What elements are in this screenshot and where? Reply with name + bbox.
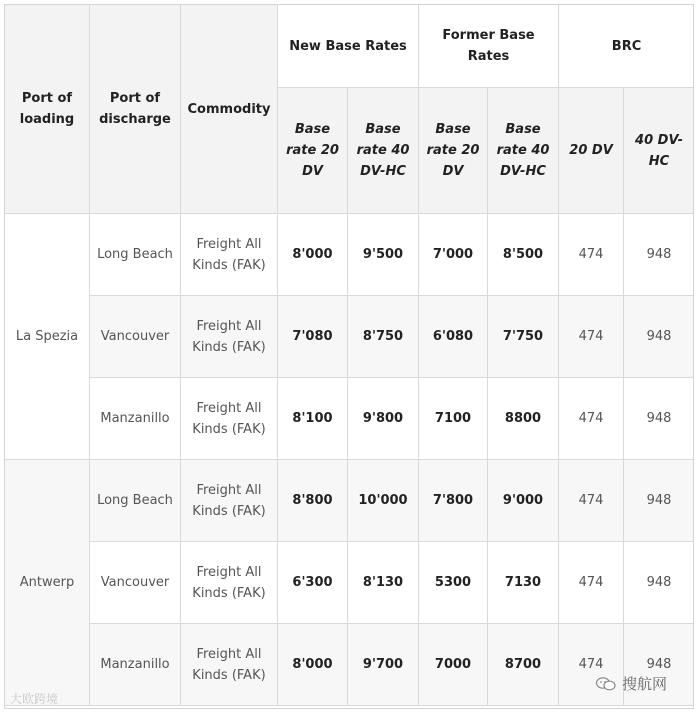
- new-rate-40-cell: 8'750: [348, 296, 419, 378]
- discharge-cell: Manzanillo: [90, 624, 181, 706]
- wechat-icon: [596, 677, 616, 691]
- discharge-cell: Manzanillo: [90, 378, 181, 460]
- brc-20-cell: 474: [559, 542, 624, 624]
- table-row: [5, 296, 695, 378]
- subheader-brc-40: 40 DV-HC: [624, 88, 694, 214]
- rates-table-frame: [4, 4, 694, 709]
- table-row: [5, 624, 695, 706]
- table-row: [5, 460, 695, 542]
- table-row: [5, 214, 695, 296]
- brc-40-cell: 948: [624, 624, 694, 706]
- discharge-cell: Vancouver: [90, 542, 181, 624]
- subheader-former-base-rate-40: Base rate 40 DV-HC: [488, 88, 559, 214]
- rates-table: [4, 4, 694, 706]
- brc-40-cell: 948: [624, 460, 694, 542]
- watermark-right-text: 搜航网: [622, 675, 668, 693]
- header-commodity: Commodity: [181, 5, 278, 214]
- new-rate-20-cell: 6'300: [278, 542, 348, 624]
- brc-20-cell: 474: [559, 624, 624, 706]
- former-rate-40-cell: 8700: [488, 624, 559, 706]
- new-rate-20-cell: 8'000: [278, 624, 348, 706]
- brc-20-cell: 474: [559, 378, 624, 460]
- header-new-base-rates: New Base Rates: [278, 5, 419, 88]
- header-former-base-rates: Former Base Rates: [419, 5, 559, 88]
- brc-40-cell: 948: [624, 214, 694, 296]
- new-rate-40-cell: 9'800: [348, 378, 419, 460]
- former-rate-40-cell: 8800: [488, 378, 559, 460]
- new-rate-40-cell: 9'500: [348, 214, 419, 296]
- former-rate-20-cell: 6'080: [419, 296, 488, 378]
- new-rate-20-cell: 8'100: [278, 378, 348, 460]
- watermark-left-text: 大欧跨境: [10, 692, 59, 706]
- watermark-left: [10, 690, 58, 707]
- commodity-cell: Freight All Kinds (FAK): [181, 542, 278, 624]
- subheader-former-base-rate-20: Base rate 20 DV: [419, 88, 488, 214]
- new-rate-40-cell: 8'130: [348, 542, 419, 624]
- brc-20-cell: 474: [559, 296, 624, 378]
- header-port-of-discharge: Port of discharge: [90, 5, 181, 214]
- new-rate-20-cell: 8'000: [278, 214, 348, 296]
- discharge-cell: Long Beach: [90, 214, 181, 296]
- former-rate-20-cell: 5300: [419, 542, 488, 624]
- table-row: [5, 542, 695, 624]
- commodity-cell: Freight All Kinds (FAK): [181, 214, 278, 296]
- brc-40-cell: 948: [624, 378, 694, 460]
- subheader-new-base-rate-40: Base rate 40 DV-HC: [348, 88, 419, 214]
- watermark-right: [596, 673, 667, 694]
- new-rate-20-cell: 8'800: [278, 460, 348, 542]
- new-rate-40-cell: 10'000: [348, 460, 419, 542]
- commodity-cell: Freight All Kinds (FAK): [181, 378, 278, 460]
- brc-20-cell: 474: [559, 214, 624, 296]
- new-rate-40-cell: 9'700: [348, 624, 419, 706]
- port-of-loading-cell: Antwerp: [5, 460, 90, 706]
- brc-20-cell: 474: [559, 460, 624, 542]
- new-rate-20-cell: 7'080: [278, 296, 348, 378]
- port-of-loading-cell: La Spezia: [5, 214, 90, 460]
- discharge-cell: Vancouver: [90, 296, 181, 378]
- former-rate-40-cell: 7130: [488, 542, 559, 624]
- former-rate-40-cell: 9'000: [488, 460, 559, 542]
- former-rate-20-cell: 7'000: [419, 214, 488, 296]
- commodity-cell: Freight All Kinds (FAK): [181, 460, 278, 542]
- table-row: [5, 378, 695, 460]
- brc-40-cell: 948: [624, 542, 694, 624]
- commodity-cell: Freight All Kinds (FAK): [181, 624, 278, 706]
- subheader-brc-20: 20 DV: [559, 88, 624, 214]
- header-brc: BRC: [559, 5, 694, 88]
- former-rate-40-cell: 8'500: [488, 214, 559, 296]
- subheader-new-base-rate-20: Base rate 20 DV: [278, 88, 348, 214]
- header-port-of-loading: Port of loading: [5, 5, 90, 214]
- brc-40-cell: 948: [624, 296, 694, 378]
- former-rate-20-cell: 7'800: [419, 460, 488, 542]
- former-rate-40-cell: 7'750: [488, 296, 559, 378]
- commodity-cell: Freight All Kinds (FAK): [181, 296, 278, 378]
- former-rate-20-cell: 7000: [419, 624, 488, 706]
- discharge-cell: Long Beach: [90, 460, 181, 542]
- former-rate-20-cell: 7100: [419, 378, 488, 460]
